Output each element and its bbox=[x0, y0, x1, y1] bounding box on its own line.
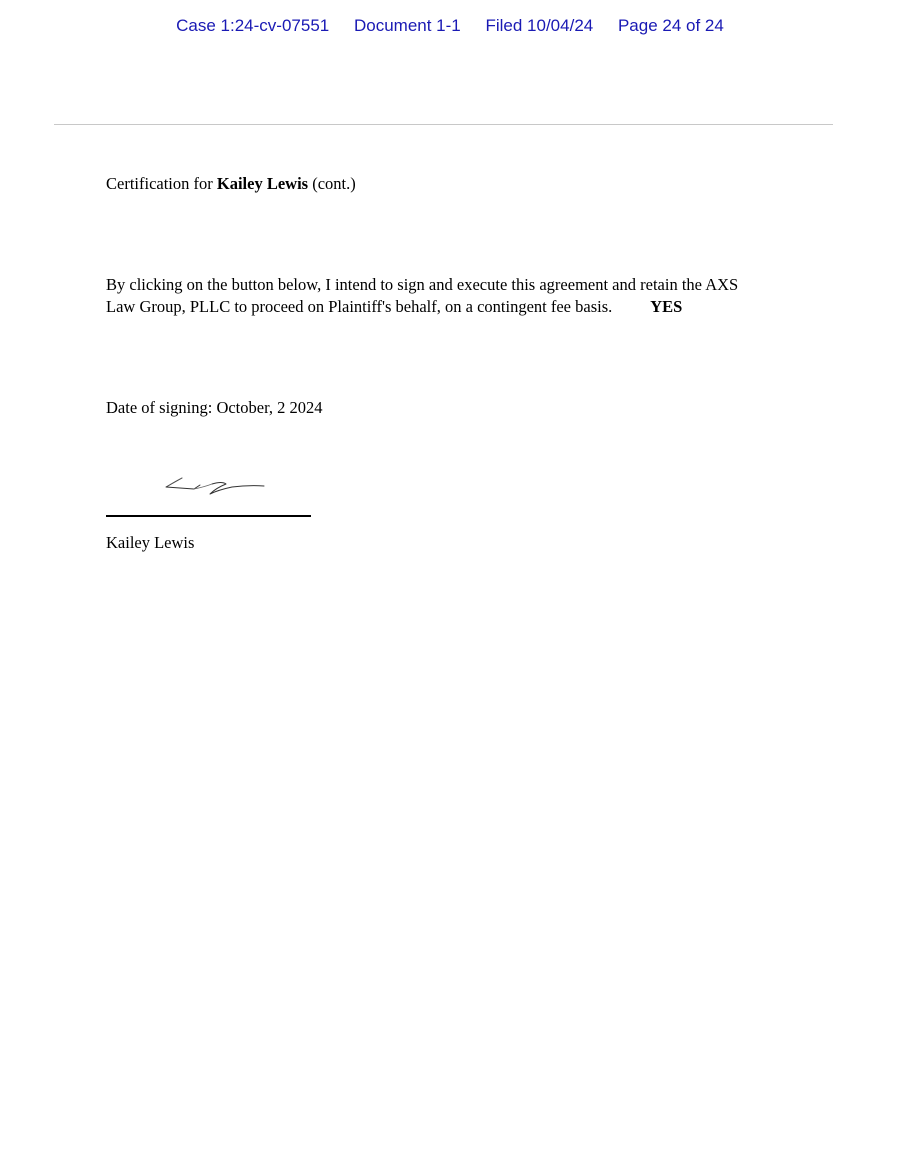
filed-date: Filed 10/04/24 bbox=[485, 16, 594, 35]
certification-heading bbox=[106, 173, 356, 195]
agreement-answer: YES bbox=[650, 297, 683, 316]
certification-suffix: (cont.) bbox=[312, 174, 356, 193]
certification-name: Kailey Lewis bbox=[216, 174, 309, 193]
agreement-line-2-text: Law Group, PLLC to proceed on Plaintiff's behalf, on a contingent fee basis. bbox=[106, 297, 613, 316]
signer-name: Kailey Lewis bbox=[106, 533, 195, 552]
certification-prefix: Certification for bbox=[106, 174, 213, 193]
document-number: Document 1-1 bbox=[353, 16, 461, 35]
signing-date: Date of signing: October, 2 2024 bbox=[106, 398, 323, 417]
agreement-line-1: By clicking on the button below, I intend to sign and execute this agreement and retain the AXS bbox=[106, 275, 739, 294]
agreement-line-2 bbox=[106, 296, 682, 318]
signature-line bbox=[106, 515, 311, 517]
header-divider bbox=[54, 124, 833, 125]
ecf-filing-header bbox=[0, 16, 900, 36]
case-number: Case 1:24-cv-07551 bbox=[176, 16, 330, 35]
page-number: Page 24 of 24 bbox=[617, 16, 724, 35]
handwritten-signature bbox=[160, 472, 270, 500]
